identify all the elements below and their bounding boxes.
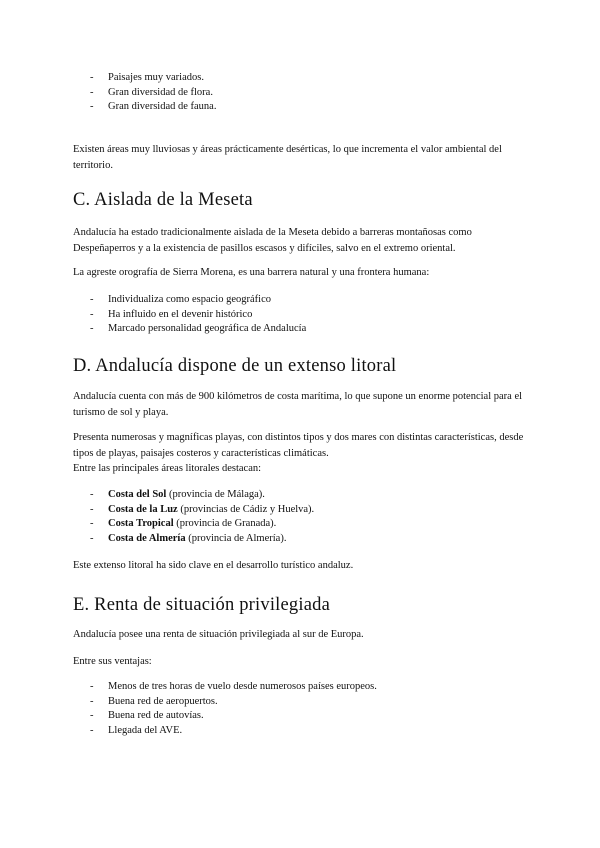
paragraph-e-2: Entre sus ventajas:: [73, 656, 152, 667]
list-item: - Gran diversidad de flora.: [90, 86, 213, 98]
paragraph-d-3: Entre las principales áreas litorales destacan:: [73, 463, 262, 474]
paragraph-d-2: Presenta numerosas y magníficas playas, con distintos tipos y dos mares con distintas características, desde tipos de playas, paisajes costeros y características climáticas.: [73, 432, 524, 459]
list-item: - Ha influido en el devenir histórico: [90, 308, 253, 320]
list-advantages: [90, 680, 377, 738]
list-item: - Costa de la Luz (provincias de Cádiz y Huelva).: [90, 503, 315, 515]
list-item: - Menos de tres horas de vuelo desde numerosos países europeos.: [90, 681, 377, 692]
paragraph-e-1: Andalucía posee una renta de situación privilegiada al sur de Europa.: [73, 629, 364, 640]
list-landscape: [90, 71, 216, 115]
coast-name: Costa del Sol: [108, 489, 167, 500]
list-item: - Marcado personalidad geográfica de Andalucía: [90, 323, 307, 334]
heading-section-c: C. Aislada de la Meseta: [73, 190, 253, 210]
list-sierra-morena: [90, 293, 306, 337]
paragraph-climate: Existen áreas muy lluviosas y áreas prácticamente desérticas, lo que incrementa el valor ambiental del territorio.: [73, 144, 502, 171]
coast-name: Costa de Almería: [108, 532, 186, 544]
heading-section-d: D. Andalucía dispone de un extenso litoral: [73, 356, 397, 376]
list-item: - Individualiza como espacio geográfico: [90, 294, 271, 305]
paragraph-d-4: Este extenso litoral ha sido clave en el desarrollo turístico andaluz.: [73, 560, 354, 571]
list-item: - Buena red de autovías.: [90, 710, 204, 721]
paragraph-d-1: Andalucía cuenta con más de 900 kilómetros de costa marítima, lo que supone un enorme potencial para el turismo de sol y playa.: [73, 391, 523, 418]
coast-name: Costa de la Luz: [108, 503, 178, 515]
coast-name: Costa Tropical: [108, 518, 174, 529]
list-item: - Buena red de aeropuertos.: [90, 695, 218, 707]
list-item: - Paisajes muy variados.: [90, 72, 204, 83]
list-item: - Llegada del AVE.: [90, 724, 183, 736]
list-coasts: [90, 488, 314, 546]
list-item: - Costa Tropical (provincia de Granada).: [90, 518, 277, 529]
heading-section-e: E. Renta de situación privilegiada: [73, 595, 330, 615]
list-item: - Costa de Almería (provincia de Almería).: [90, 532, 287, 544]
paragraph-c-1: Andalucía ha estado tradicionalmente aislada de la Meseta debido a barreras montañosas como Despeñaperros y a la existencia de pasillos escasos y difíciles, salvo en el extremo oriental.: [73, 227, 472, 254]
list-item: - Gran diversidad de fauna.: [90, 101, 217, 112]
paragraph-c-2: La agreste orografía de Sierra Morena, es una barrera natural y una frontera humana:: [73, 267, 430, 278]
list-item: - Costa del Sol (provincia de Málaga).: [90, 489, 265, 500]
